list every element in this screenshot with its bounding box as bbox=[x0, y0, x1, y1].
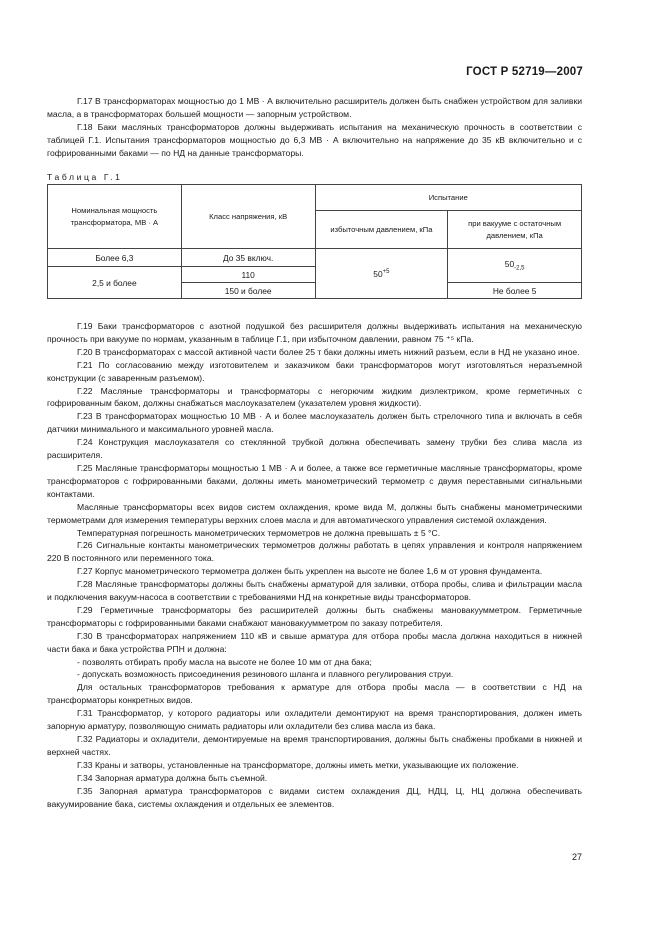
paragraph-g32: Г.32 Радиаторы и охладители, демонтируемые на время транспортирования, должны быть снабжены пробками в нижней и верхней частях. bbox=[47, 734, 582, 757]
paragraph-g25: Г.25 Масляные трансформаторы мощностью 1 МВ · А и более, а также все герметичные масляные трансформаторы, кроме трансформаторов с гофрированными баками, должны иметь манометрический термометр с двумя переставными сигнальными контактами. bbox=[47, 462, 582, 499]
paragraph-g23: Г.23 В трансформаторах мощностью 10 МВ · А и более маслоуказатель должен быть стрелочного типа и включать в себя датчики минимального и максимального уровней масла. bbox=[47, 411, 582, 435]
document-number-header: ГОСТ Р 52719—2007 bbox=[466, 66, 583, 78]
paragraph-g35: Г.35 Запорная арматура трансформаторов с видами систем охлаждения ДЦ, НДЦ, Ц, НЦ должна обеспечивать вакуумирование бака, системы охлаждения и отдельных ее элементов. bbox=[47, 785, 582, 809]
cell-vacuum-2: Не более 5 bbox=[448, 283, 582, 299]
header-voltage: Класс напряжения, кВ bbox=[181, 185, 315, 249]
header-power: Номинальная мощность трансформатора, МВ · А bbox=[48, 185, 182, 249]
overpressure-tolerance: +5 bbox=[382, 268, 390, 275]
paragraph-g28: Г.28 Масляные трансформаторы должны быть снабжены арматурой для заливки, отбора пробы, слива и фильтрации масла и подключения вакуум-насоса в соответствии с требованиями НД на конкретные виды трансформаторов. bbox=[47, 579, 582, 603]
page-number: 27 bbox=[571, 852, 582, 862]
paragraph-g26: Г.26 Сигнальные контакты манометрических термометров должны работать в цепях управления и контроля напряжением 220 В постоянного или переменного тока. bbox=[47, 540, 582, 564]
top-text-block bbox=[47, 95, 582, 160]
paragraph-g21: Г.21 По согласованию между изготовителем и заказчиком баки трансформаторов могут изготовляться неразъемной конструкции (с заваренным разъемом). bbox=[47, 359, 582, 383]
paragraph-g17: Г.17 В трансформаторах мощностью до 1 МВ · А включительно расширитель должен быть снабжен устройством для заливки масла, а в трансформаторах большей мощности — запорным устройством. bbox=[47, 96, 582, 119]
cell-power-2: 2,5 и более bbox=[48, 267, 182, 299]
paragraph-g25-cont-1: Масляные трансформаторы всех видов систем охлаждения, кроме вида М, должны быть снабжены манометрическими термометрами для измерения температуры верхних слоев масла и для автоматического управления системой охлаждения. bbox=[47, 501, 582, 525]
vacuum-tolerance: -2,5 bbox=[514, 265, 525, 272]
paragraph-g25-cont-2: Температурная погрешность манометрических термометров не должна превышать ± 5 °С. bbox=[77, 527, 441, 538]
vacuum-value: 50 bbox=[504, 259, 515, 270]
header-vacuum: при вакууме с остаточным давлением, кПа bbox=[448, 211, 582, 249]
paragraph-g18: Г.18 Баки масляных трансформаторов должны выдерживать испытания на механическую прочность в соответствии с таблицей Г.1. Испытания трансформаторов мощностью до 6,3 МВ · А включительно на напряжение до 35 кВ включительно и с гофрированными баками — по НД на данные трансформаторы. bbox=[47, 121, 582, 158]
paragraph-g30-cont: Для остальных трансформаторов требования к арматуре для отбора пробы масла — в соответствии с НД на трансформаторы конкретных видов. bbox=[47, 682, 582, 706]
table-caption: Таблица Г.1 bbox=[47, 172, 123, 182]
paragraph-g34: Г.34 Запорная арматура должна быть съемной. bbox=[77, 772, 268, 783]
header-overpressure: избыточным давлением, кПа bbox=[315, 211, 448, 249]
paragraph-g29: Г.29 Герметичные трансформаторы без расширителей должны быть снабжены мановакуумметром. Герметичные трансформаторы с гофрированными баками снабжают мановакуумметром по заказу потребителя. bbox=[47, 604, 582, 628]
overpressure-value: 50 bbox=[373, 268, 383, 279]
paragraph-g20: Г.20 В трансформаторах с массой активной части более 25 т баки должны иметь нижний разъем, если в НД не указано иное. bbox=[77, 346, 580, 357]
paragraph-g24: Г.24 Конструкция маслоуказателя со стеклянной трубкой должна обеспечивать замену трубки без слива масла из расширителя. bbox=[47, 437, 582, 461]
paragraph-g30-item-1: - позволять отбирать пробу масла на высоте не более 10 мм от дна бака; bbox=[77, 656, 372, 667]
paragraph-g27: Г.27 Корпус манометрического термометра должен быть укреплен на высоте не более 1,6 м от уровня фундамента. bbox=[77, 566, 543, 577]
cell-power-1: Более 6,3 bbox=[48, 249, 182, 267]
paragraph-g22: Г.22 Масляные трансформаторы и трансформаторы с негорючим жидким диэлектриком, кроме герметичных с гофрированным баком, должны снабжаться маслоуказателем (указателем уровня жидкости). bbox=[47, 385, 582, 409]
cell-vacuum-1 bbox=[448, 249, 582, 283]
cell-overpressure bbox=[315, 249, 448, 299]
paragraph-g30-item-2: - допускать возможность присоединения резинового шланга и плавного регулирования струи. bbox=[77, 669, 454, 680]
cell-voltage-3: 150 и более bbox=[181, 283, 315, 299]
paragraph-g19: Г.19 Баки трансформаторов с азотной подушкой без расширителя должны выдерживать испытания на механическую прочность при вакууме по нормам, указанным в таблице Г.1, при избыточном давлении, равном 75 ⁺⁵ кПа. bbox=[47, 321, 582, 344]
bottom-text-block bbox=[47, 320, 582, 810]
paragraph-g30: Г.30 В трансформаторах напряжением 110 кВ и свыше арматура для отбора пробы масла должна находиться в нижней части бака и бака устройства РПН и должна: bbox=[47, 630, 582, 654]
paragraph-g31: Г.31 Трансформатор, у которого радиаторы или охладители демонтируют на время транспортирования, должен иметь запорную арматуру, позволяющую снимать радиаторы или охладители без слива масла из бака. bbox=[47, 708, 582, 732]
paragraph-g33: Г.33 Краны и затворы, установленные на трансформаторе, должны иметь метки, указывающие их положение. bbox=[77, 759, 519, 770]
table-g1 bbox=[47, 184, 582, 299]
header-test: Испытание bbox=[315, 185, 581, 211]
cell-voltage-1: До 35 включ. bbox=[181, 249, 315, 267]
cell-voltage-2: 110 bbox=[181, 267, 315, 283]
